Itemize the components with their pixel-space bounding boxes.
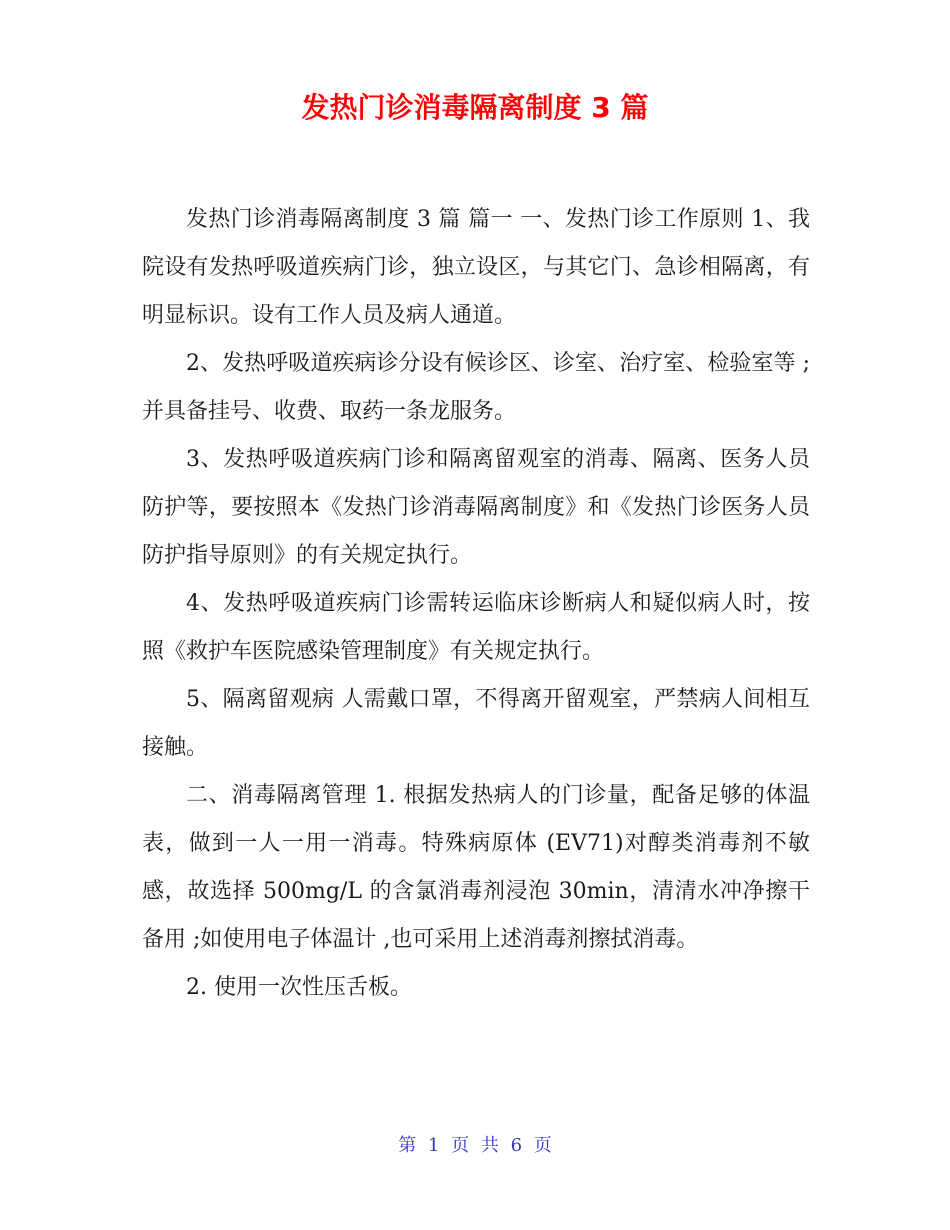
document-title: 发热门诊消毒隔离制度 3 篇 xyxy=(301,91,649,124)
paragraph-3: 3、发热呼吸道疾病门诊和隔离留观室的消毒、隔离、医务人员防护等，要按照本《发热门诊消毒隔离制度》和《发热门诊医务人员防护指导原则》的有关规定执行。 xyxy=(142,447,810,568)
document-body xyxy=(142,196,810,1012)
paragraph-4: 4、发热呼吸道疾病门诊需转运临床诊断病人和疑似病人时，按照《救护车医院感染管理制度》有关规定执行。 xyxy=(142,591,810,664)
paragraph-2: 2、发热呼吸道疾病诊分设有候诊区、诊室、治疗室、检验室等 ;并具备挂号、收费、取药一条龙服务。 xyxy=(142,351,810,424)
paragraph-1: 发热门诊消毒隔离制度 3 篇 篇一 一、发热门诊工作原则 1、我院设有发热呼吸道疾病门诊，独立设区，与其它门、急诊相隔离，有明显标识。设有工作人员及病人通道。 xyxy=(142,207,810,328)
paragraph-5: 5、隔离留观病 人需戴口罩，不得离开留观室，严禁病人间相互接触。 xyxy=(142,687,810,760)
page-number-footer: 第 1 页 共 6 页 xyxy=(398,1135,552,1156)
paragraph-7: 2. 使用一次性压舌板。 xyxy=(186,975,412,1000)
paragraph-6: 二、消毒隔离管理 1. 根据发热病人的门诊量，配备足够的体温表，做到一人一用一消毒。特殊病原体 (EV71)对醇类消毒剂不敏感，故选择 500mg/L 的含氯消毒剂浸泡 30min，清清水冲净擦干备用 ;如使用电子体温计 ,也可采用上述消毒剂擦拭消毒。 xyxy=(142,783,810,952)
